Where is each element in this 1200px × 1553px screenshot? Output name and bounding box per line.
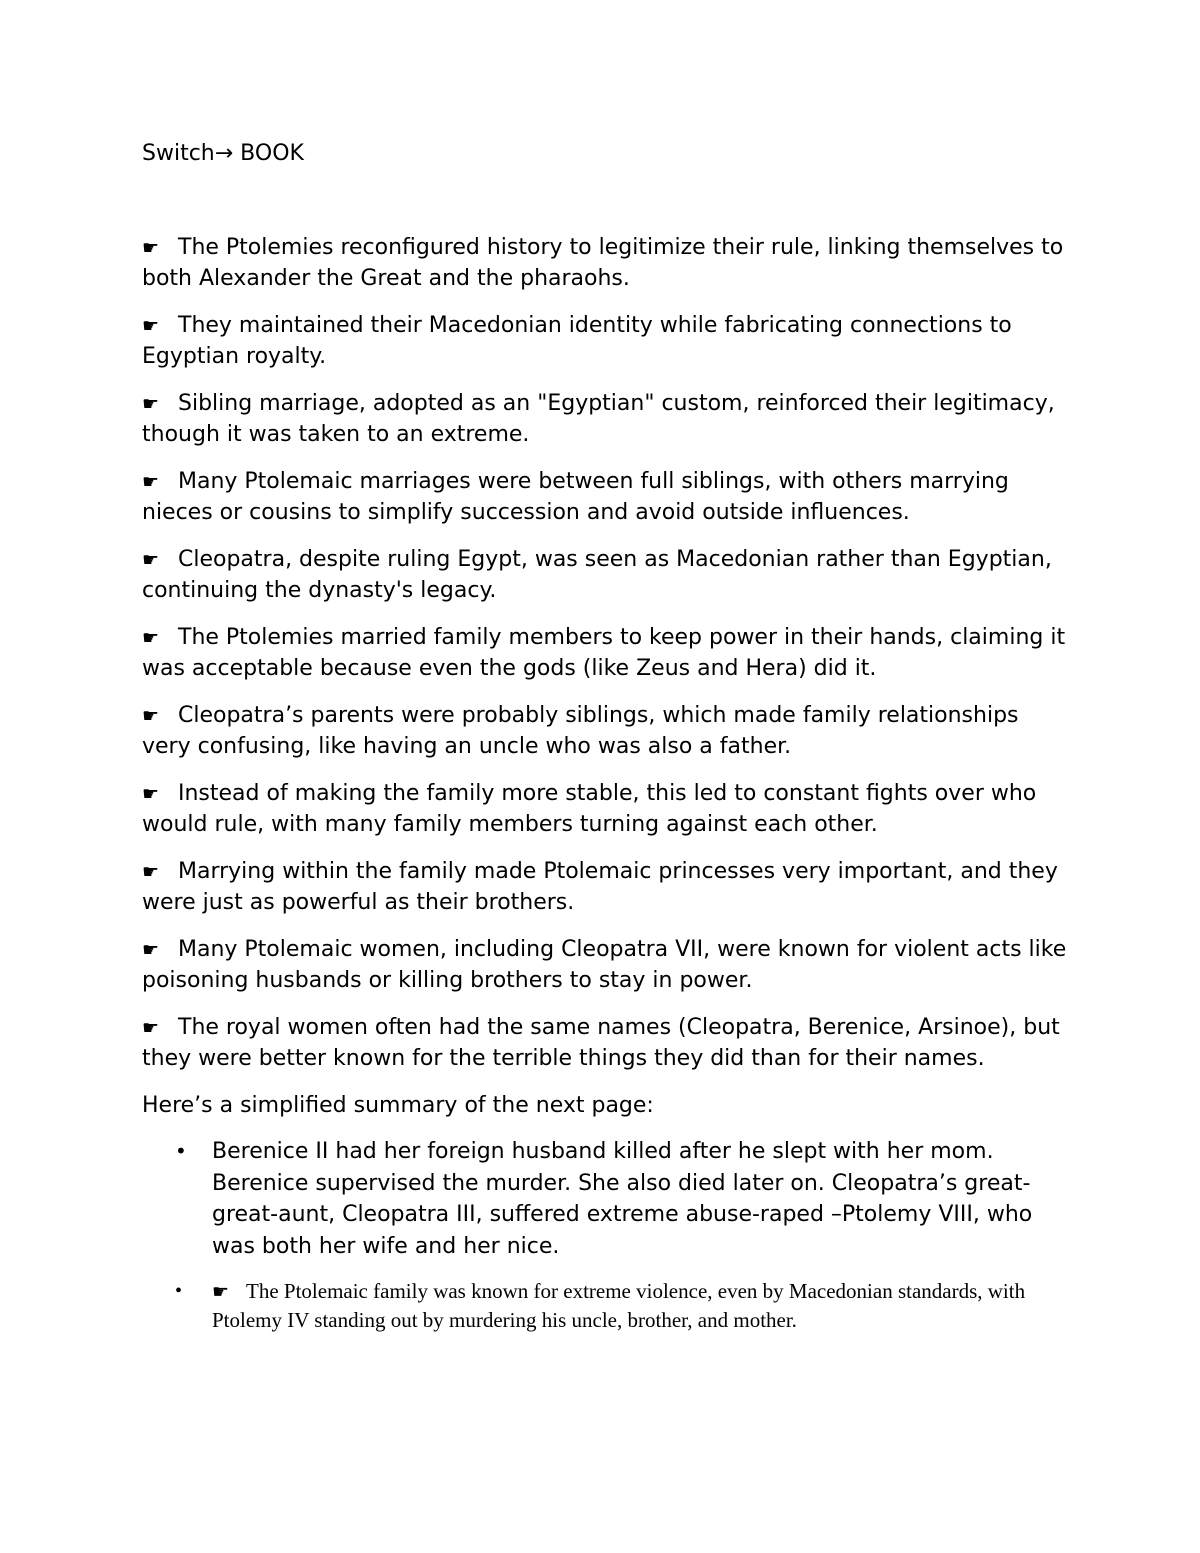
note-paragraph bbox=[142, 544, 1067, 607]
note-text: Many Ptolemaic women, including Cleopatra VII, were known for violent acts like poisoning husbands or killing brothers to stay in power. bbox=[142, 936, 1067, 993]
pointing-hand-icon: ☛ bbox=[142, 938, 160, 961]
note-text: Instead of making the family more stable, this led to constant fights over who would rule, with many family members turning against each other. bbox=[142, 780, 1037, 837]
summary-text: The Ptolemaic family was known for extreme violence, even by Macedonian standards, with Ptolemy IV standing out by murdering his uncle, brother, and mother. bbox=[212, 1279, 1026, 1332]
summary-list bbox=[142, 1136, 1067, 1335]
note-paragraph bbox=[142, 310, 1067, 373]
note-paragraph bbox=[142, 232, 1067, 295]
note-text: Many Ptolemaic marriages were between full siblings, with others marrying nieces or cousins to simplify succession and avoid outside influences. bbox=[142, 468, 1009, 525]
note-paragraph bbox=[142, 622, 1067, 685]
note-text: The royal women often had the same names (Cleopatra, Berenice, Arsinoe), but they were better known for the terrible things they did than for their names. bbox=[142, 1014, 1060, 1071]
pointing-hand-icon: ☛ bbox=[142, 782, 160, 805]
note-paragraph bbox=[142, 1012, 1067, 1075]
bullet-icon: • bbox=[175, 1280, 183, 1302]
page-header bbox=[142, 138, 1067, 170]
pointing-hand-icon: ☛ bbox=[142, 1016, 160, 1039]
note-paragraph bbox=[142, 466, 1067, 529]
pointing-hand-icon: ☛ bbox=[142, 626, 160, 649]
summary-list-item bbox=[142, 1277, 1067, 1335]
summary-text: Berenice II had her foreign husband killed after he slept with her mom. Berenice supervised the murder. She also died later on. Cleopatra’s great-great-aunt, Cleopatra III, suffered extreme abuse-raped –Ptolemy VIII, who was both her wife and her nice. bbox=[212, 1139, 1033, 1259]
note-text: Cleopatra, despite ruling Egypt, was seen as Macedonian rather than Egyptian, continuing the dynasty's legacy. bbox=[142, 546, 1052, 603]
switch-label: Switch bbox=[142, 141, 215, 166]
note-text: Sibling marriage, adopted as an "Egyptian" custom, reinforced their legitimacy, though it was taken to an extreme. bbox=[142, 390, 1055, 447]
pointing-hand-icon: ☛ bbox=[142, 548, 160, 571]
note-paragraph bbox=[142, 856, 1067, 919]
note-paragraph bbox=[142, 934, 1067, 997]
note-text: The Ptolemies married family members to keep power in their hands, claiming it was acceptable because even the gods (like Zeus and Hera) did it. bbox=[142, 624, 1066, 681]
summary-list-item bbox=[142, 1136, 1067, 1262]
note-text: The Ptolemies reconfigured history to legitimize their rule, linking themselves to both Alexander the Great and the pharaohs. bbox=[142, 234, 1064, 291]
arrow-icon: → bbox=[214, 141, 234, 166]
bullet-icon: • bbox=[175, 1139, 187, 1163]
pointing-hand-icon: ☛ bbox=[142, 314, 160, 337]
document-page bbox=[142, 138, 1067, 1350]
pointing-hand-icon: ☛ bbox=[142, 860, 160, 883]
pointing-hand-icon: ☛ bbox=[212, 1282, 230, 1303]
note-text: Marrying within the family made Ptolemaic princesses very important, and they were just as powerful as their brothers. bbox=[142, 858, 1058, 915]
pointing-hand-icon: ☛ bbox=[142, 236, 160, 259]
book-label: BOOK bbox=[233, 141, 304, 166]
pointing-hand-icon: ☛ bbox=[142, 704, 160, 727]
note-paragraph bbox=[142, 388, 1067, 451]
summary-intro: Here’s a simplified summary of the next page: bbox=[142, 1092, 654, 1118]
note-paragraph bbox=[142, 778, 1067, 841]
note-paragraph bbox=[142, 700, 1067, 763]
pointing-hand-icon: ☛ bbox=[142, 470, 160, 493]
note-text: They maintained their Macedonian identity while fabricating connections to Egyptian royalty. bbox=[142, 312, 1012, 369]
pointing-hand-icon: ☛ bbox=[142, 392, 160, 415]
note-text: Cleopatra’s parents were probably siblings, which made family relationships very confusing, like having an uncle who was also a father. bbox=[142, 702, 1019, 759]
